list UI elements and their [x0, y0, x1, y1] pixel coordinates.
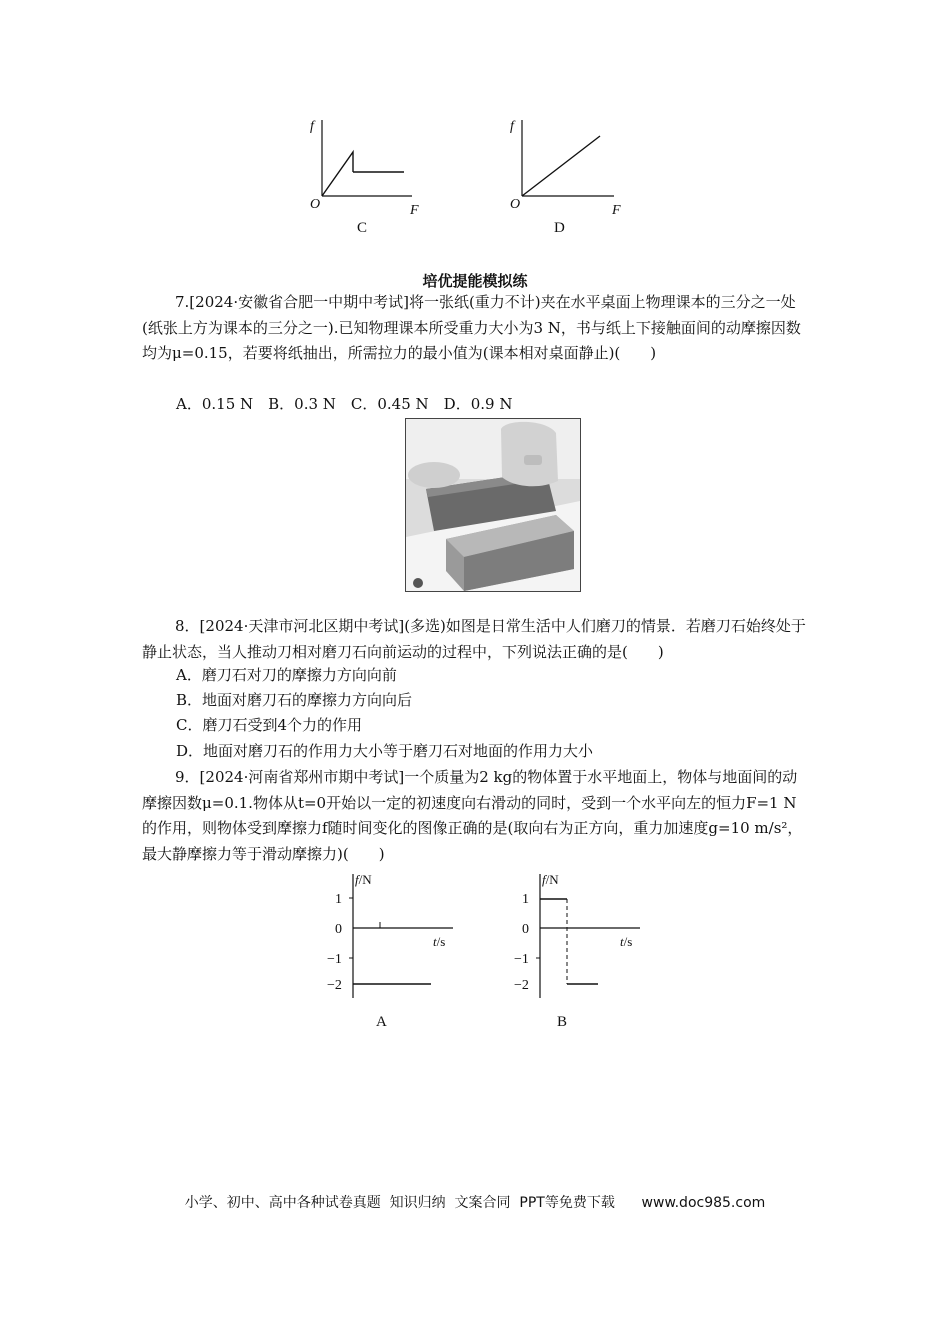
- x-axis-label: t/s: [433, 934, 446, 949]
- graph-c: [300, 112, 420, 236]
- tick-label-1: 1: [522, 892, 529, 907]
- question-8-stem: 8．[2024·天津市河北区期中考试](多选)如图是日常生活中人们磨刀的情景．若磨刀石始终处于静止状态，当人推动刀相对磨刀石向前运动的过程中，下列说法正确的是( ): [142, 617, 806, 661]
- proportional-line: [522, 136, 600, 196]
- graph-a: [325, 866, 465, 1030]
- question-8-option-b: B．地面对磨刀石的摩擦力方向向后: [176, 691, 413, 709]
- tick-label-neg2: −2: [514, 978, 529, 993]
- graph-b: [512, 866, 652, 1030]
- section-title: 培优提能模拟练: [422, 272, 528, 290]
- static-friction-line: [322, 152, 353, 196]
- knife-sharpening-illustration: [406, 419, 580, 591]
- graph-a-svg: [325, 866, 465, 1006]
- graph-c-label: C: [357, 220, 368, 236]
- graph-b-svg: [512, 866, 652, 1006]
- graph-d-svg: [500, 112, 630, 217]
- y-axis-label: f/N: [542, 872, 559, 887]
- tick-label-neg1: −1: [514, 952, 529, 967]
- tick-label-neg2: −2: [327, 978, 342, 993]
- graph-d-label: D: [554, 220, 565, 236]
- tick-label-0: 0: [335, 922, 342, 937]
- y-axis-label: f: [310, 119, 314, 134]
- x-axis-label: F: [410, 203, 419, 218]
- question-8-option-a: A．磨刀石对刀的摩擦力方向向前: [176, 666, 397, 684]
- tick-label-0: 0: [522, 922, 529, 937]
- y-axis-label: f: [510, 119, 514, 134]
- x-axis-label: F: [612, 203, 621, 218]
- question-9-stem: 9．[2024·河南省郑州市期中考试]一个质量为2 kg的物体置于水平地面上，物体与地面间的动摩擦因数μ=0.1.物体从t=0开始以一定的初速度向右滑动的同时，受到一个水平向左的恒力F=1 N的作用，则物体受到摩擦力f随时间变化的图像正确的是(取向右为正方向，重力加速度g=10 m/s²，最大静摩擦力等于滑动摩擦力)( ): [142, 768, 803, 863]
- tick-label-neg1: −1: [327, 952, 342, 967]
- tick-label-1: 1: [335, 892, 342, 907]
- origin-label: O: [510, 197, 521, 212]
- question-7-options: A．0.15 N B．0.3 N C．0.45 N D．0.9 N: [176, 395, 513, 413]
- question-8-option-d: D．地面对磨刀石的作用力大小等于磨刀石对地面的作用力大小: [176, 742, 594, 760]
- x-axis-label: t/s: [620, 934, 633, 949]
- page-footer: 小学、初中、高中各种试卷真题 知识归纳 文案合同 PPT等免费下载 www.doc985.com: [184, 1195, 766, 1211]
- graph-a-label: A: [376, 1014, 387, 1030]
- graph-c-svg: [300, 112, 420, 217]
- graph-d: [500, 112, 630, 236]
- origin-label: O: [310, 197, 321, 212]
- question-7-stem: 7.[2024·安徽省合肥一中期中考试]将一张纸(重力不计)夹在水平桌面上物理课本的三分之一处(纸张上方为课本的三分之一).已知物理课本所受重力大小为3 N，书与纸上下接触面间的动摩擦因数均为μ=0.15，若要将纸抽出，所需拉力的最小值为(课本相对桌面静止)( ): [142, 293, 801, 362]
- y-axis-label: f/N: [355, 872, 372, 887]
- knife-sharpening-photo: [405, 418, 581, 592]
- graph-b-label: B: [557, 1014, 568, 1030]
- question-8-option-c: C．磨刀石受到4个力的作用: [176, 716, 363, 734]
